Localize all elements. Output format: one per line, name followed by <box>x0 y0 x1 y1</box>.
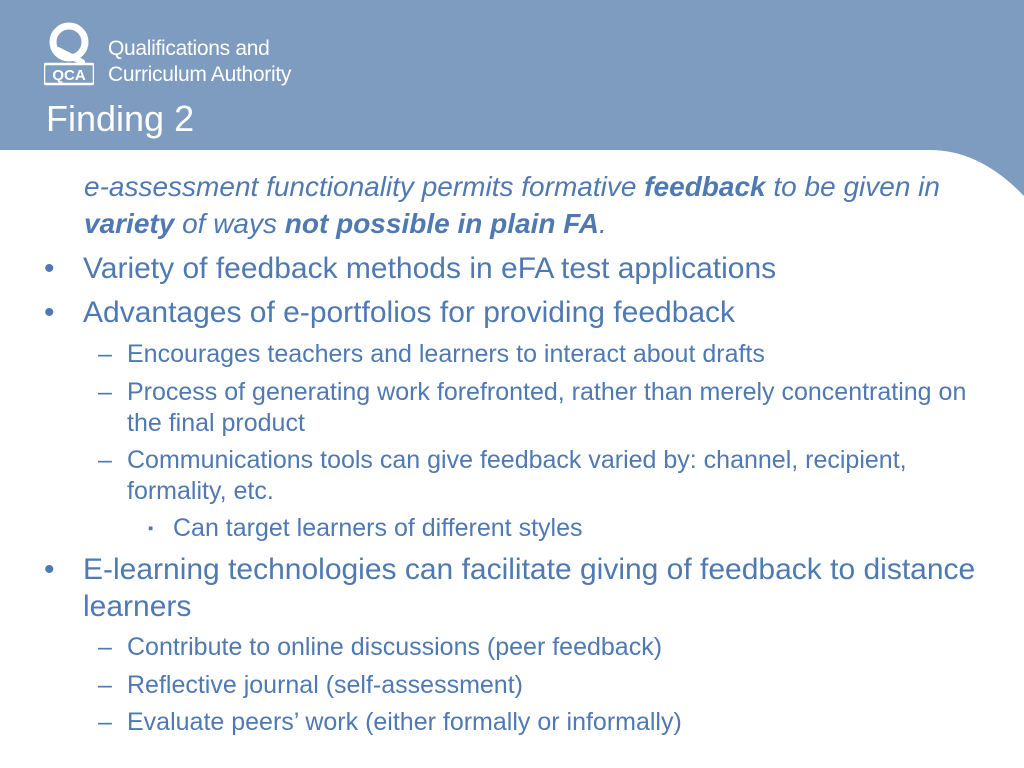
intro-statement <box>84 168 984 242</box>
sub-sub-bullet-text: Can target learners of different styles <box>173 514 583 542</box>
dash-icon: – <box>98 633 112 661</box>
dash-icon: – <box>98 708 112 736</box>
bullet-item <box>44 294 984 331</box>
sub-bullet-text: Encourages teachers and learners to interact about drafts <box>127 340 765 368</box>
slide-title: Finding 2 <box>46 98 195 139</box>
bullet-text: Advantages of e-portfolios for providing feedback <box>83 296 736 329</box>
intro-emphasis-variety: variety <box>84 208 175 239</box>
bullet-item <box>44 250 984 287</box>
sub-sub-bullet-item <box>148 513 968 544</box>
sub-bullet-item <box>98 377 978 439</box>
intro-text-3: of ways <box>174 208 285 239</box>
bullet-icon: • <box>44 296 55 329</box>
organization-name-line2: Curriculum Authority <box>108 63 292 86</box>
intro-emphasis-not-possible: not possible in plain FA <box>284 208 600 239</box>
sub-bullet-text: Reflective journal (self-assessment) <box>127 671 523 699</box>
bullet-text: Variety of feedback methods in eFA test applications <box>83 252 777 285</box>
bullet-text: E-learning technologies can facilitate giving of feedback to distance learners <box>83 553 976 623</box>
sub-bullet-text: Communications tools can give feedback varied by: channel, recipient, formality, etc. <box>127 446 907 505</box>
sub-bullet-item <box>98 670 978 701</box>
sub-bullet-item <box>98 632 978 663</box>
sub-bullet-item <box>98 339 978 370</box>
intro-text-1: e-assessment functionality permits formative <box>84 171 645 202</box>
svg-text:QCA: QCA <box>52 67 86 84</box>
sub-bullet-text: Evaluate peers’ work (either formally or informally) <box>127 708 682 736</box>
intro-text-2: to be given in <box>765 171 940 202</box>
bullet-icon: • <box>44 252 55 285</box>
dash-icon: – <box>98 446 112 474</box>
dash-icon: – <box>98 671 112 699</box>
dash-icon: – <box>98 378 112 406</box>
bullet-icon: • <box>44 553 55 586</box>
organization-name-line1: Qualifications and <box>108 37 270 60</box>
square-bullet-icon: ▪ <box>148 520 154 537</box>
intro-emphasis-feedback: feedback <box>644 171 766 202</box>
intro-text-4: . <box>599 208 607 239</box>
bullet-item <box>44 551 984 625</box>
sub-bullet-text: Contribute to online discussions (peer feedback) <box>127 633 663 661</box>
sub-bullet-text: Process of generating work forefronted, rather than merely concentrating on the final product <box>127 378 967 437</box>
sub-bullet-item <box>98 445 978 507</box>
sub-bullet-item <box>98 707 978 738</box>
dash-icon: – <box>98 340 112 368</box>
